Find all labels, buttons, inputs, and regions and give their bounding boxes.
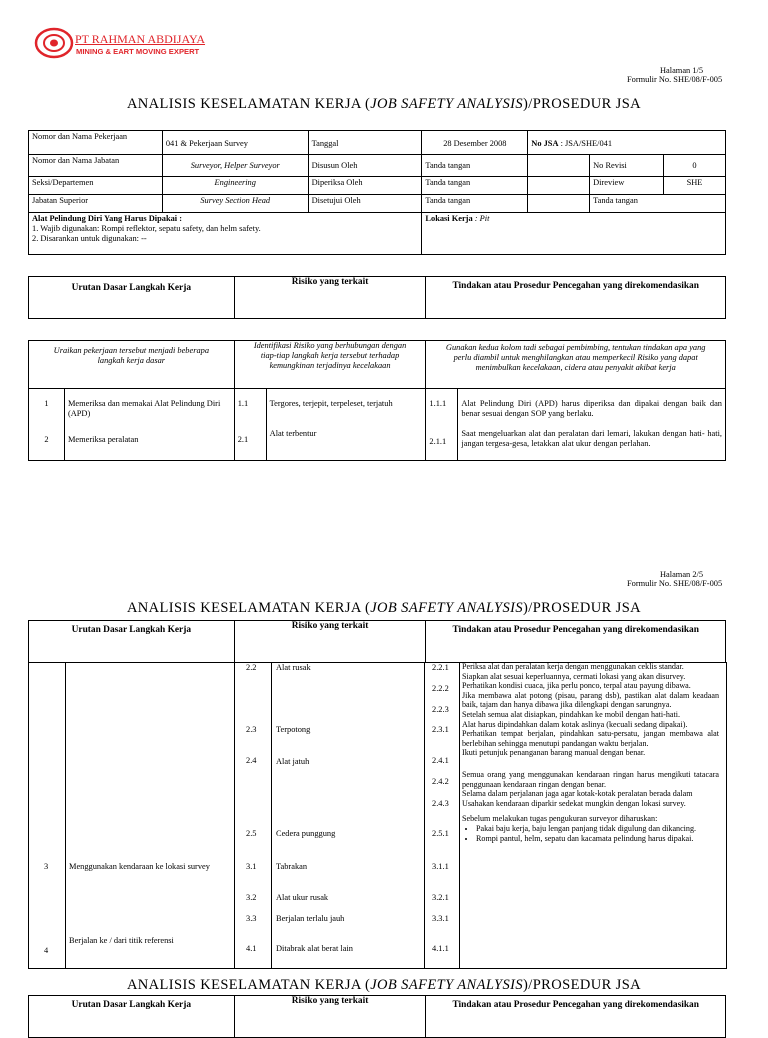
sign-1-box (528, 155, 590, 177)
action-no: 2.2.2 (432, 684, 449, 693)
risk-no: 3.3 (246, 914, 257, 923)
position-label: Nomor dan Nama Jabatan (29, 155, 163, 177)
action-no: 2.3.1 (432, 725, 449, 734)
risk-text: Alat terbentur (269, 429, 317, 438)
step-no: 3 (44, 862, 49, 871)
form-number: Formulir No. SHE/08/F-005 (627, 75, 723, 84)
sign-3-box (528, 195, 590, 213)
sign-4: Tanda tangan (590, 195, 726, 213)
ppe-label: Alat Pelindung Diri Yang Harus Dipakai : (32, 214, 182, 223)
step-descriptions (64, 389, 234, 461)
ppe-recommended: 2. Disarankan untuk digunakan: -- (32, 234, 147, 243)
header-risks: Risiko yang terkait (234, 277, 426, 319)
jsa-steps-table (28, 340, 726, 461)
risk-text: Tabrakan (276, 862, 308, 871)
risk-descriptions (266, 389, 426, 461)
step-text: Menggunakan kendaraan ke lokasi survey (69, 862, 210, 871)
jsa-number: No JSA : JSA/SHE/041 (528, 131, 726, 155)
action-no: 3.1.1 (432, 862, 449, 871)
company-tagline: MINING & EART MOVING EXPERT (76, 47, 200, 56)
header-steps: Urutan Dasar Langkah Kerja (29, 277, 235, 319)
section-label: Seksi/Departemen (29, 177, 163, 195)
bullet-item: • Pakai baju kerja, baju lengan panjang tidak digulung dan dikancing. (476, 824, 719, 834)
superior-value: Survey Section Head (162, 195, 308, 213)
risk-text: Cedera punggung (276, 829, 336, 838)
prepared-label: Disusun Oleh (308, 155, 422, 177)
job-value: 041 & Pekerjaan Survey (162, 131, 308, 155)
action-descriptions (462, 662, 719, 843)
action-text: Saat mengeluarkan alat dan peralatan dari lemari, lakukan dengan hati- hati, jangan tergesa-gesa, letakkan alat ukur dengan perlahan. (461, 429, 722, 448)
job-info-table (28, 130, 726, 255)
risk-no: 2.3 (246, 725, 257, 734)
reviewed-value: SHE (664, 177, 726, 195)
risk-text: Alat rusak (276, 663, 311, 672)
document-title: ANALISIS KESELAMATAN KERJA (JOB SAFETY ANALYSIS)/PROSEDUR JSA (126, 96, 642, 112)
step-text: Berjalan ke / dari titik referensi (69, 936, 174, 945)
header-steps: Urutan Dasar Langkah Kerja (29, 621, 235, 663)
header-actions: Tindakan atau Prosedur Pencegahan yang direkomendasikan (426, 277, 726, 319)
guide-steps: Uraikan pekerjaan tersebut menjadi beberapa langkah kerja dasar (29, 341, 235, 389)
ppe-required: 1. Wajib digunakan: Rompi reflektor, sepatu safety, dan helm safety. (32, 224, 261, 233)
revision-label: No Revisi (590, 155, 664, 177)
action-no: 2.4.1 (432, 756, 449, 765)
action-text: Perhatikan tempat berjalan, pindahkan satu-persatu, jangan membawa alat berlebihan sehingga menutupi pandangan waktu berjalan. (462, 729, 719, 748)
step-numbers (29, 389, 65, 461)
ppe-bullet-list (462, 824, 719, 843)
action-text: Jika membawa alat potong (pisau, parang dsb), pastikan alat dalam keadaan baik, tajam dan hanya dibawa jika dilengkapi dengan sarungnya. (462, 690, 719, 710)
action-no: 3.3.1 (432, 914, 449, 923)
reviewed-label: Direview (590, 177, 664, 195)
action-no: 3.2.1 (432, 893, 449, 902)
header-risks: Risiko yang terkait (234, 996, 426, 1038)
risk-text: Berjalan terlalu jauh (276, 914, 345, 923)
action-text: Setelah semua alat disiapkan, pindahkan ke mobil dengan hati-hati. (462, 709, 681, 719)
action-no: 2.2.1 (432, 663, 449, 672)
action-text: Alat harus dipindahkan dalam kotak aslinya (kecuali sedang dipakai). (462, 719, 688, 729)
date-label: Tanggal (308, 131, 422, 155)
step-text: Memeriksa dan memakai Alat Pelindung Diri (APD) (67, 399, 221, 418)
action-no: 2.4.2 (432, 777, 449, 786)
action-text: Usahakan kendaraan diparkir sedekat mungkin dengan lokasi survey. (462, 798, 686, 808)
header-steps: Urutan Dasar Langkah Kerja (29, 996, 235, 1038)
sign-1: Tanda tangan (422, 155, 528, 177)
action-text: Alat Pelindung Diri (APD) harus diperiksa dan dipakai dengan baik dan benar sesuai dengan SOP yang berlaku. (461, 399, 722, 418)
document-title: ANALISIS KESELAMATAN KERJA (JOB SAFETY ANALYSIS)/PROSEDUR JSA (126, 600, 642, 616)
risk-text: Tergores, terjepit, terpeleset, terjatuh (269, 399, 393, 408)
risk-text: Alat jatuh (276, 757, 310, 766)
bullet-item: • Rompi pantul, helm, sepatu dan kacamata pelindung harus dipakai. (476, 834, 719, 844)
location-section: Lokasi Kerja : Pit (422, 213, 726, 255)
guide-risks: Identifikasi Risiko yang berhubungan dengan tiap-tiap langkah kerja tersebut terhadap kemungkinan terjadinya kecelakaan (234, 341, 426, 389)
action-descriptions (458, 389, 726, 461)
risk-no: 2.1 (237, 435, 249, 444)
sign-2-box (528, 177, 590, 195)
revision-value: 0 (664, 155, 726, 177)
approved-label: Disetujui Oleh (308, 195, 422, 213)
action-text: Ikuti petunjuk penanganan barang manual dengan benar. (462, 748, 646, 758)
ppe-section (29, 213, 422, 255)
header-actions: Tindakan atau Prosedur Pencegahan yang direkomendasikan (426, 621, 726, 663)
position-value: Surveyor, Helper Surveyor (162, 155, 308, 177)
document-title: ANALISIS KESELAMATAN KERJA (JOB SAFETY ANALYSIS)/PROSEDUR JSA (126, 977, 642, 993)
risk-no: 2.5 (246, 829, 257, 838)
risk-no: 4.1 (246, 944, 257, 953)
company-logo (34, 27, 74, 59)
step-text: Memeriksa peralatan (67, 435, 139, 444)
sign-3: Tanda tangan (422, 195, 528, 213)
action-text: Siapkan alat sesuai keperluannya, cermati lokasi yang akan disurvey. (462, 671, 686, 681)
section-value: Engineering (162, 177, 308, 195)
action-text: Selama dalam perjalanan jaga agar kotak-kotak peralatan berada dalam (462, 789, 693, 799)
column-header-table (28, 620, 726, 663)
checked-label: Diperiksa Oleh (308, 177, 422, 195)
column-header-table (28, 995, 726, 1038)
guide-actions: Gunakan kedua kolom tadi sebagai pembimbing, tentukan tindakan apa yang perlu diambil untuk menghilangkan atau memperkecil Risiko yang dapat menimbulkan kecelakaan, cidera atau penyakit akibat kerja (426, 341, 726, 389)
risk-text: Alat ukur rusak (276, 893, 329, 902)
action-text: Perhatikan kondisi cuaca, jika perlu ponco, terpal atau payung dibawa. (462, 681, 691, 691)
action-no: 2.4.3 (432, 799, 449, 808)
sign-2: Tanda tangan (422, 177, 528, 195)
step-no: 4 (44, 946, 49, 955)
risk-no: 3.2 (246, 893, 257, 902)
risk-numbers (234, 389, 266, 461)
page-number: Halaman 1/5 (660, 66, 704, 75)
risk-text: Ditabrak alat berat lain (276, 944, 353, 953)
risk-no: 2.4 (246, 756, 257, 765)
action-text: Sebelum melakukan tugas pengukuran surveyor diharuskan: (462, 814, 658, 824)
superior-label: Jabatan Superior (29, 195, 163, 213)
step-no: 2 (44, 435, 49, 444)
action-text: Periksa alat dan peralatan kerja dengan menggunakan ceklis standar. (462, 662, 684, 671)
action-no: 2.2.3 (432, 705, 449, 714)
risk-no: 2.2 (246, 663, 257, 672)
action-no: 1.1.1 (429, 399, 447, 408)
column-header-table (28, 276, 726, 319)
action-no: 2.5.1 (432, 829, 449, 838)
header-actions: Tindakan atau Prosedur Pencegahan yang direkomendasikan (426, 996, 726, 1038)
risk-no: 3.1 (246, 862, 257, 871)
action-no: 2.1.1 (429, 437, 447, 446)
company-name: PT RAHMAN ABDIJAYA (75, 32, 206, 46)
date-value: 28 Desember 2008 (422, 131, 528, 155)
job-label: Nomor dan Nama Pekerjaan (29, 131, 163, 155)
form-number: Formulir No. SHE/08/F-005 (627, 579, 723, 588)
header-risks: Risiko yang terkait (234, 621, 426, 663)
risk-text: Terpotong (276, 725, 311, 734)
action-text: Semua orang yang menggunakan kendaraan ringan harus mengikuti tatacara penggunaan kendaraan ringan dengan benar. (462, 769, 719, 789)
company-logo-icon (34, 27, 74, 59)
risk-no: 1.1 (237, 399, 249, 408)
step-no: 1 (44, 399, 49, 408)
action-no: 4.1.1 (432, 944, 449, 953)
action-numbers (426, 389, 458, 461)
page-number: Halaman 2/5 (660, 570, 704, 579)
